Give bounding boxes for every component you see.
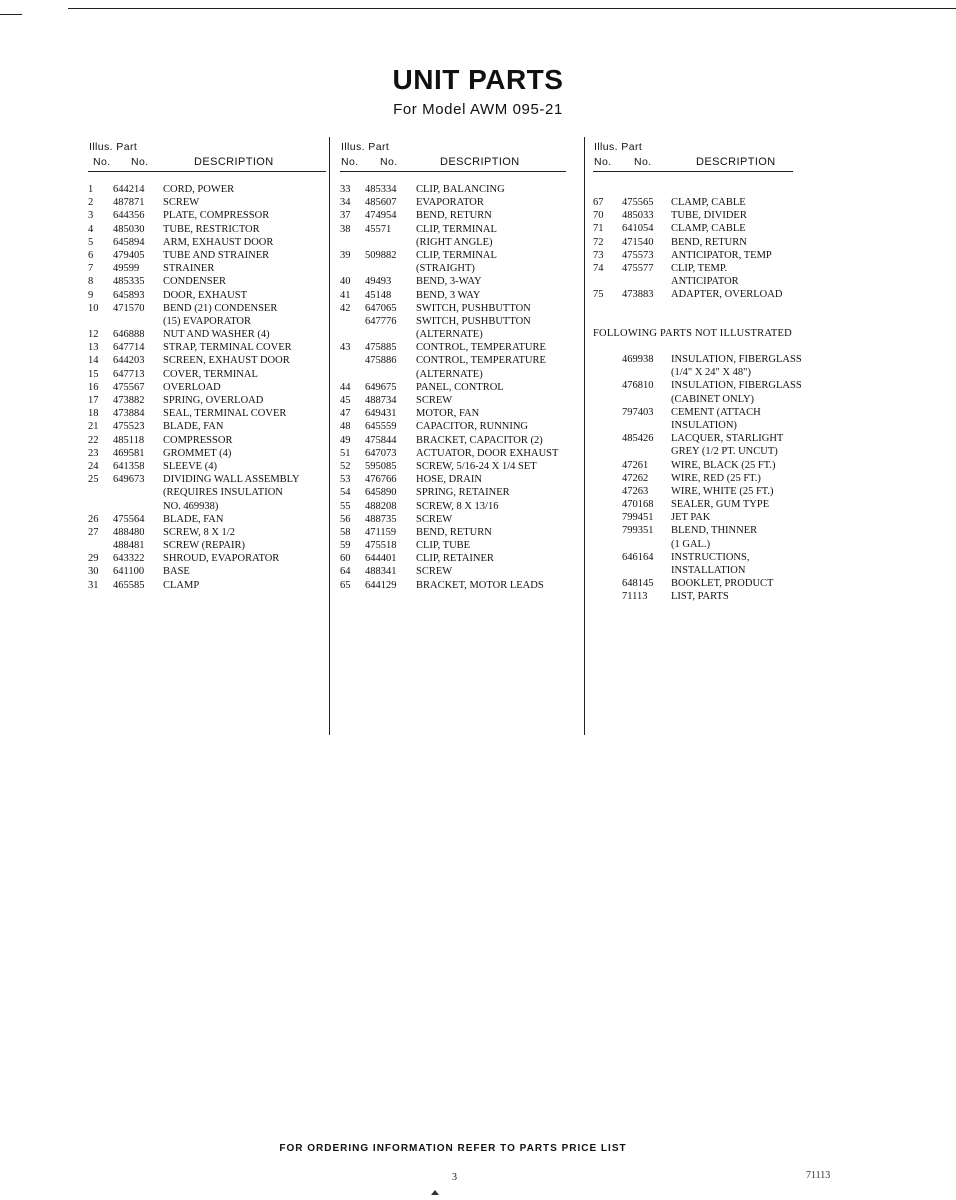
illus-number: 40 — [340, 276, 351, 288]
part-description: ANTICIPATOR — [671, 276, 739, 288]
part-description: (1/4" X 24" X 48") — [671, 367, 751, 379]
part-no-label: No. — [131, 156, 149, 168]
part-description: (STRAIGHT) — [416, 263, 475, 275]
part-description: SWITCH, PUSHBUTTON — [416, 315, 531, 327]
part-number: 469938 — [622, 354, 654, 365]
description-label: DESCRIPTION — [696, 156, 776, 168]
column-divider — [584, 137, 585, 735]
part-description: CLIP, TEMP. — [671, 262, 728, 274]
header-rule — [340, 171, 566, 172]
illus-number: 53 — [340, 474, 351, 486]
part-description: BRACKET, CAPACITOR (2) — [416, 434, 543, 446]
part-description: INSULATION) — [671, 419, 737, 431]
part-description: WIRE, BLACK (25 FT.) — [671, 459, 776, 471]
part-number: 473884 — [113, 408, 145, 420]
parts-column-3 — [593, 137, 823, 603]
illus-number: 70 — [593, 210, 604, 222]
part-number: 49493 — [365, 276, 392, 288]
illus-number: 43 — [340, 342, 351, 354]
illus-part-label: Illus. Part — [594, 141, 643, 153]
part-number: 645893 — [113, 289, 145, 301]
part-description: BLADE, FAN — [163, 421, 224, 433]
part-description: COMPRESSOR — [163, 434, 233, 446]
part-description: SPRING, RETAINER — [416, 487, 510, 499]
column-header — [340, 137, 585, 171]
part-number: 473883 — [622, 289, 654, 301]
part-description: SEAL, TERMINAL COVER — [163, 408, 287, 420]
part-description: CLAMP, CABLE — [671, 223, 746, 235]
part-description: CLIP, TERMINAL — [416, 249, 497, 261]
part-description: STRAINER — [163, 263, 215, 275]
part-number: 47263 — [622, 485, 649, 497]
part-description: STRAP, TERMINAL COVER — [163, 342, 292, 354]
part-description: BLADE, FAN — [163, 513, 224, 525]
part-description: BEND, RETURN — [416, 210, 492, 222]
part-description: SEALER, GUM TYPE — [671, 499, 770, 511]
part-number: 644356 — [113, 210, 145, 222]
part-description: SCREW — [416, 395, 453, 406]
part-number: 71113 — [622, 591, 648, 603]
part-number: 649673 — [113, 474, 145, 486]
part-description: SCREW — [416, 566, 453, 578]
part-number: 648145 — [622, 578, 654, 590]
part-number: 485426 — [622, 433, 654, 445]
illus-no-label: No. — [341, 156, 359, 168]
part-number: 471570 — [113, 302, 145, 314]
column-divider — [329, 137, 330, 735]
illus-number: 44 — [340, 381, 351, 393]
part-description: CONTROL, TEMPERATURE — [416, 342, 546, 354]
illus-number: 9 — [88, 289, 94, 301]
part-number: 485335 — [113, 276, 145, 288]
illus-number: 47 — [340, 408, 351, 420]
part-description: PLATE, COMPRESSOR — [163, 210, 270, 222]
part-description: SPRING, OVERLOAD — [163, 395, 264, 406]
part-description: TUBE, RESTRICTOR — [163, 223, 260, 235]
part-no-label: No. — [380, 156, 398, 168]
part-description: CONDENSER — [163, 276, 227, 288]
part-number: 641100 — [113, 566, 145, 578]
illus-number: 55 — [340, 500, 351, 512]
illus-number: 24 — [88, 460, 99, 472]
part-description: WIRE, RED (25 FT.) — [671, 472, 761, 484]
part-description: SCREW, 8 X 13/16 — [416, 500, 499, 512]
illus-no-label: No. — [93, 156, 111, 168]
part-description: DIVIDING WALL ASSEMBLY — [163, 474, 300, 486]
part-description: ANTICIPATOR, TEMP — [671, 249, 772, 261]
part-description: CORD, POWER — [163, 184, 235, 195]
part-description: CONTROL, TEMPERATURE — [416, 355, 546, 367]
illus-number: 14 — [88, 355, 99, 367]
part-number: 475567 — [113, 381, 145, 393]
parts-column-2 — [340, 137, 585, 591]
part-description: (REQUIRES INSULATION — [163, 487, 283, 499]
margin-mark — [0, 14, 22, 15]
illus-number: 18 — [88, 408, 99, 420]
page-title: UNIT PARTS — [392, 64, 564, 95]
not-illustrated-heading: FOLLOWING PARTS NOT ILLUSTRATED — [593, 328, 792, 339]
illus-number: 27 — [88, 526, 99, 538]
parts-column-1 — [88, 137, 328, 591]
part-description: BRACKET, MOTOR LEADS — [416, 579, 544, 591]
illus-number: 1 — [88, 184, 94, 195]
illus-number: 64 — [340, 566, 351, 578]
part-description: LACQUER, STARLIGHT — [671, 433, 784, 445]
part-number: 470168 — [622, 499, 654, 511]
part-description: EVAPORATOR — [416, 197, 484, 209]
part-description: SWITCH, PUSHBUTTON — [416, 302, 531, 314]
part-number: 649675 — [365, 381, 397, 393]
part-description: GROMMET (4) — [163, 447, 232, 459]
part-number: 797403 — [622, 406, 654, 418]
part-description: DOOR, EXHAUST — [163, 289, 247, 301]
part-number: 475886 — [365, 355, 397, 367]
part-description: BEND, 3-WAY — [416, 276, 482, 288]
part-number: 476766 — [365, 474, 397, 486]
part-description: INSULATION, FIBERGLASS — [671, 354, 802, 365]
illus-number: 48 — [340, 421, 351, 433]
part-number: 474954 — [365, 210, 397, 222]
illus-number: 59 — [340, 540, 351, 552]
part-description: CLIP, RETAINER — [416, 553, 494, 565]
part-description: CLAMP — [163, 579, 200, 591]
model-subtitle: For Model AWM 095-21 — [393, 101, 563, 118]
part-description: OVERLOAD — [163, 381, 221, 393]
part-description: BEND, RETURN — [671, 236, 747, 248]
illus-number: 12 — [88, 329, 99, 341]
description-label: DESCRIPTION — [194, 156, 274, 168]
part-number: 641358 — [113, 460, 145, 472]
part-description: SCREW, 5/16-24 X 1/4 SET — [416, 460, 537, 472]
illus-number: 74 — [593, 262, 604, 274]
illus-number: 73 — [593, 249, 604, 261]
part-description: HOSE, DRAIN — [416, 474, 482, 486]
part-description: INSTRUCTIONS, — [671, 551, 750, 563]
part-number: 469581 — [113, 447, 145, 459]
header-rule — [593, 171, 793, 172]
part-description: CAPACITOR, RUNNING — [416, 421, 529, 433]
part-number: 649431 — [365, 408, 397, 420]
illus-number: 39 — [340, 249, 351, 261]
part-description: SLEEVE (4) — [163, 460, 217, 472]
part-description: TUBE, DIVIDER — [671, 210, 747, 222]
illus-number: 29 — [88, 553, 99, 565]
part-description: SCREW (REPAIR) — [163, 540, 245, 552]
illus-number: 52 — [340, 460, 351, 472]
illus-number: 21 — [88, 421, 99, 433]
column-header — [88, 137, 328, 171]
part-description: JET PAK — [671, 512, 711, 524]
part-description: NUT AND WASHER (4) — [163, 329, 270, 341]
part-number: 799451 — [622, 512, 654, 524]
illus-number: 42 — [340, 302, 351, 314]
illus-number: 4 — [88, 223, 94, 235]
part-number: 488735 — [365, 513, 397, 525]
part-number: 475577 — [622, 262, 654, 274]
part-description: GREY (1/2 PT. UNCUT) — [671, 446, 778, 458]
part-number: 475573 — [622, 249, 654, 261]
part-number: 488208 — [365, 500, 397, 512]
part-number: 471540 — [622, 236, 654, 248]
illus-number: 71 — [593, 223, 604, 235]
column-header — [593, 137, 823, 171]
top-rule — [68, 8, 956, 9]
part-number: 475844 — [365, 434, 397, 446]
illus-number: 67 — [593, 197, 604, 208]
illus-number: 56 — [340, 513, 351, 525]
part-number: 475518 — [365, 540, 397, 552]
part-number: 488481 — [113, 540, 145, 552]
part-number: 644401 — [365, 553, 397, 565]
illus-number: 30 — [88, 566, 99, 578]
part-number: 476810 — [622, 380, 654, 392]
illus-number: 72 — [593, 236, 604, 248]
part-number: 471159 — [365, 526, 397, 538]
illus-number: 58 — [340, 526, 351, 538]
part-number: 643322 — [113, 553, 145, 565]
part-number: 644129 — [365, 579, 397, 591]
part-number: 646888 — [113, 329, 145, 341]
part-description: INSTALLATION — [671, 565, 746, 576]
illus-number: 60 — [340, 553, 351, 565]
description-label: DESCRIPTION — [440, 156, 520, 168]
part-number: 647714 — [113, 342, 145, 354]
part-number: 487871 — [113, 197, 145, 209]
illus-number: 34 — [340, 197, 351, 209]
part-number: 465585 — [113, 579, 145, 591]
part-number: 644214 — [113, 184, 145, 195]
illus-number: 6 — [88, 249, 94, 261]
illus-number: 22 — [88, 434, 99, 446]
illus-no-label: No. — [594, 156, 612, 168]
part-description: BASE — [163, 566, 190, 578]
illus-number: 23 — [88, 447, 99, 459]
illus-number: 51 — [340, 447, 351, 459]
part-number: 485033 — [622, 210, 654, 222]
part-number: 647713 — [113, 368, 145, 380]
part-description: (ALTERNATE) — [416, 368, 483, 380]
part-description: ARM, EXHAUST DOOR — [163, 236, 274, 248]
header-rule — [88, 171, 326, 172]
part-number: 47262 — [622, 472, 649, 484]
part-description: ADAPTER, OVERLOAD — [671, 289, 783, 301]
part-number: 509882 — [365, 249, 397, 261]
illus-number: 16 — [88, 381, 99, 393]
part-description: CLIP, TERMINAL — [416, 223, 497, 235]
part-number: 647776 — [365, 315, 397, 327]
part-description: BEND, RETURN — [416, 526, 492, 538]
illus-number: 13 — [88, 342, 99, 354]
part-number: 475885 — [365, 342, 397, 354]
illus-number: 7 — [88, 263, 94, 275]
part-description: (ALTERNATE) — [416, 329, 483, 341]
illus-number: 17 — [88, 395, 99, 406]
part-description: LIST, PARTS — [671, 591, 729, 603]
part-number: 485118 — [113, 434, 145, 446]
part-description: CLIP, BALANCING — [416, 184, 505, 195]
part-description: BEND (21) CONDENSER — [163, 302, 278, 314]
part-number: 645894 — [113, 236, 145, 248]
illus-number: 15 — [88, 368, 99, 380]
illus-part-label: Illus. Part — [89, 141, 138, 153]
part-number: 45148 — [365, 289, 392, 301]
part-description: BEND, 3 WAY — [416, 289, 481, 301]
illus-number: 49 — [340, 434, 351, 446]
illus-number: 38 — [340, 223, 351, 235]
illus-number: 41 — [340, 289, 351, 301]
part-number: 475523 — [113, 421, 145, 433]
part-description: SCREW — [163, 197, 200, 209]
part-number: 647065 — [365, 302, 397, 314]
illus-number: 75 — [593, 289, 604, 301]
part-number: 479405 — [113, 249, 145, 261]
part-number: 485607 — [365, 197, 397, 209]
part-number: 646164 — [622, 551, 654, 563]
part-number: 488480 — [113, 526, 145, 538]
part-description: WIRE, WHITE (25 FT.) — [671, 485, 774, 497]
part-description: SCREW, 8 X 1/2 — [163, 526, 235, 538]
part-description: CLIP, TUBE — [416, 540, 471, 552]
part-description: NO. 469938) — [163, 500, 219, 512]
part-number: 647073 — [365, 447, 397, 459]
part-number: 645890 — [365, 487, 397, 499]
part-description: BOOKLET, PRODUCT — [671, 578, 774, 590]
part-number: 475564 — [113, 513, 145, 525]
illus-number: 26 — [88, 513, 99, 525]
part-number: 47261 — [622, 459, 649, 471]
illus-number: 10 — [88, 302, 99, 314]
part-number: 644203 — [113, 355, 145, 367]
part-description: PANEL, CONTROL — [416, 381, 504, 393]
part-description: SCREEN, EXHAUST DOOR — [163, 355, 290, 367]
part-description: BLEND, THINNER — [671, 525, 758, 537]
part-description: CLAMP, CABLE — [671, 197, 746, 208]
ordering-note: FOR ORDERING INFORMATION REFER TO PARTS PRICE LIST — [279, 1143, 627, 1154]
illus-number: 45 — [340, 395, 351, 406]
document-code: 71113 — [806, 1170, 831, 1181]
illus-number: 33 — [340, 184, 351, 195]
illus-number: 8 — [88, 276, 94, 288]
part-number: 485030 — [113, 223, 145, 235]
part-number: 485334 — [365, 184, 397, 195]
illus-number: 37 — [340, 210, 351, 222]
illus-number: 31 — [88, 579, 99, 591]
illus-number: 25 — [88, 474, 99, 486]
part-description: INSULATION, FIBERGLASS — [671, 380, 802, 392]
part-number: 488734 — [365, 395, 397, 406]
part-description: (RIGHT ANGLE) — [416, 236, 493, 248]
part-number: 49599 — [113, 263, 140, 275]
illus-number: 2 — [88, 197, 94, 209]
part-description: SHROUD, EVAPORATOR — [163, 553, 280, 565]
part-description: CEMENT (ATTACH — [671, 406, 761, 418]
part-number: 45571 — [365, 223, 392, 235]
registration-mark — [431, 1190, 439, 1195]
part-number: 799351 — [622, 525, 654, 537]
part-number: 488341 — [365, 566, 397, 578]
part-number: 475565 — [622, 197, 654, 208]
illus-number: 5 — [88, 236, 94, 248]
part-no-label: No. — [634, 156, 652, 168]
part-number: 473882 — [113, 395, 145, 406]
illus-number: 54 — [340, 487, 351, 499]
part-description: (15) EVAPORATOR — [163, 315, 251, 327]
part-description: TUBE AND STRAINER — [163, 249, 270, 261]
part-description: SCREW — [416, 513, 453, 525]
illus-part-label: Illus. Part — [341, 141, 390, 153]
illus-number: 3 — [88, 210, 94, 222]
part-description: COVER, TERMINAL — [163, 368, 258, 380]
part-number: 641054 — [622, 223, 654, 235]
illus-number: 65 — [340, 579, 351, 591]
page-number: 3 — [452, 1172, 457, 1183]
part-number: 645559 — [365, 421, 397, 433]
part-description: MOTOR, FAN — [416, 408, 480, 420]
part-description: ACTUATOR, DOOR EXHAUST — [416, 447, 559, 459]
part-description: (CABINET ONLY) — [671, 393, 755, 405]
part-number: 595085 — [365, 460, 397, 472]
part-description: (1 GAL.) — [671, 538, 711, 550]
